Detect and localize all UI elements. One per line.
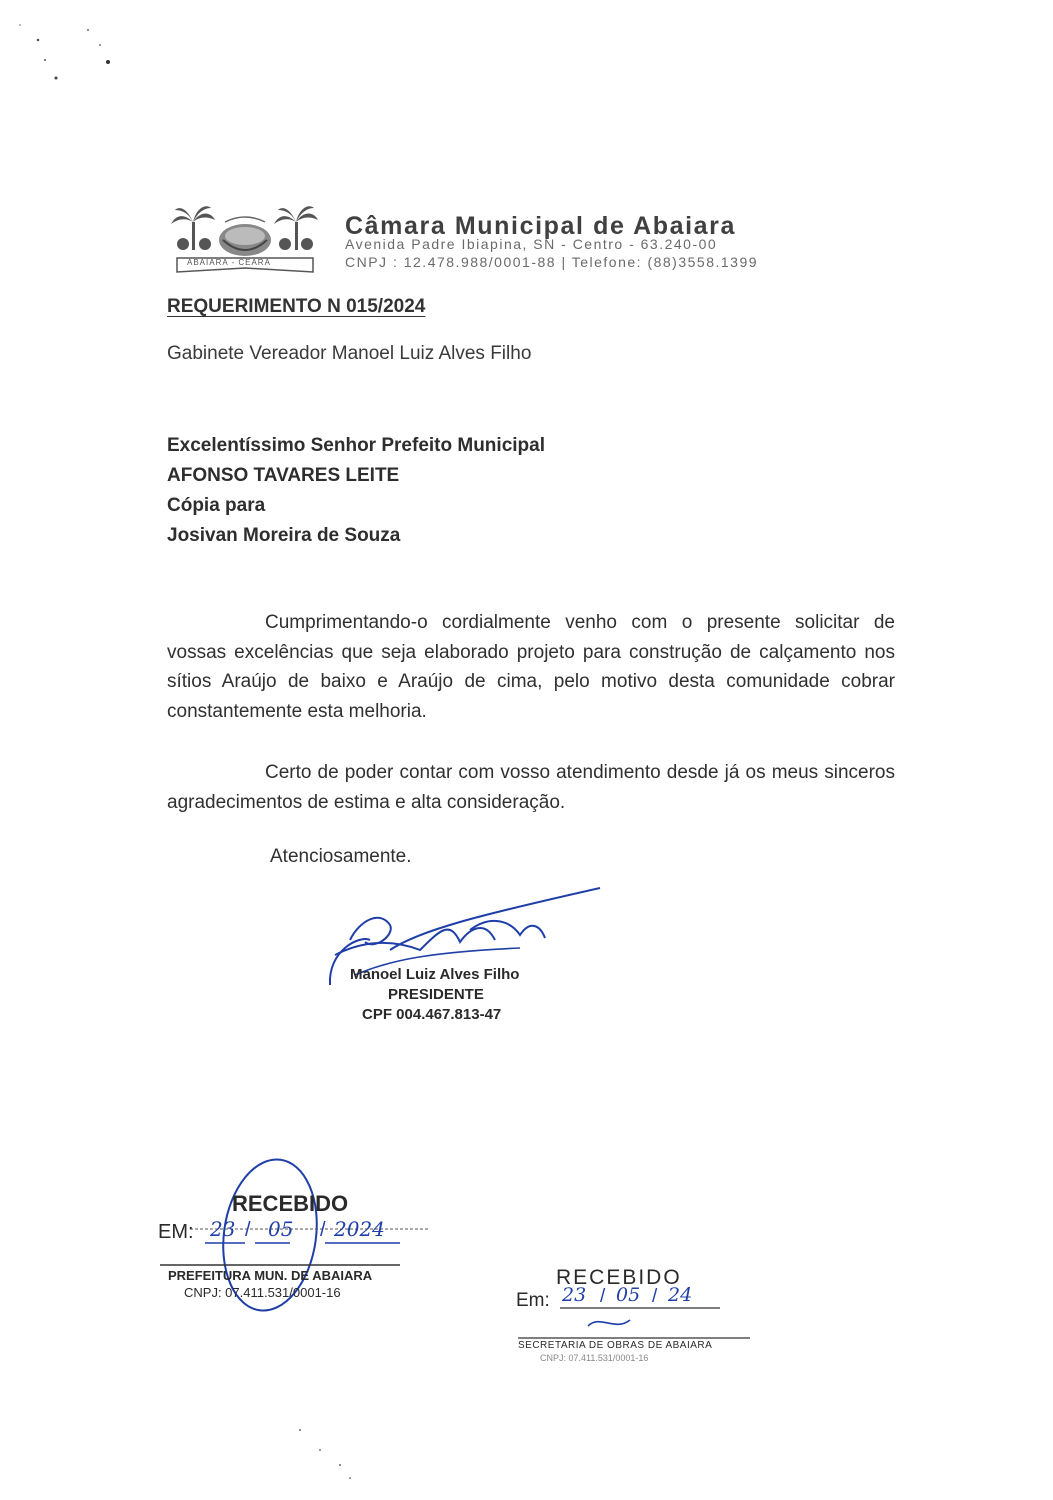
stamp-cnpj: CNPJ: 07.411.531/0001-16 [184, 1285, 341, 1300]
signer-role: PRESIDENTE [388, 986, 484, 1003]
addressee-line: Cópia para [167, 495, 266, 516]
addressee-line: AFONSO TAVARES LEITE [167, 465, 400, 486]
stamp-em-label: Em: [516, 1290, 550, 1311]
addressee-line: Josivan Moreira de Souza [167, 525, 401, 546]
stamp-org: PREFEITURA MUN. DE ABAIARA [168, 1268, 373, 1283]
logo-ribbon-text: ABAIARA - CEARÁ [187, 258, 271, 267]
scan-specks [0, 0, 140, 100]
letterhead-name: Câmara Municipal de Abaiara [345, 212, 737, 240]
signer-cpf: CPF 004.467.813-47 [362, 1006, 502, 1023]
stamp-cnpj: CNPJ: 07.411.531/0001-16 [540, 1353, 649, 1363]
scan-specks [280, 1420, 380, 1490]
stamp-heading: RECEBIDO [556, 1266, 682, 1289]
received-stamp-obras: RECEBIDO Em: 23 / 05 / 24 SECRETARIA DE OBRAS DE ABAIARA CNPJ: 07.411.531/0001-16 [516, 1266, 713, 1363]
stamp-month: 05 [616, 1284, 641, 1306]
body-paragraph: Certo de poder contar com vosso atendimento desde já os meus sinceros agradecimentos de estima e alta consideração. [167, 762, 895, 813]
stamp-em-label: EM: [158, 1221, 194, 1243]
stamp-org: SECRETARIA DE OBRAS DE ABAIARA [518, 1340, 713, 1351]
stamp-year: 24 [668, 1284, 693, 1306]
received-stamp-prefeitura: RECEBIDO EM: 23 / 05 / 2024 PREFEITURA MUN. DE ABAIARA CNPJ: 07.411.531/0001-16 [150, 1155, 440, 1335]
stamp-month: 05 [268, 1217, 294, 1241]
closing: Atenciosamente. [270, 846, 412, 867]
office-line: Gabinete Vereador Manoel Luiz Alves Filho [167, 343, 532, 364]
letterhead-contact: CNPJ : 12.478.988/0001-88 | Telefone: (88)3558.1399 [345, 254, 759, 270]
letterhead-logo [165, 200, 325, 280]
stamp-day: 23 [562, 1284, 587, 1306]
signer-name: Manoel Luiz Alves Filho [350, 966, 520, 983]
addressee-line: Excelentíssimo Senhor Prefeito Municipal [167, 435, 545, 456]
stamp-heading: RECEBIDO [232, 1191, 349, 1216]
stamp-year: 2024 [334, 1217, 385, 1241]
body-paragraph: Cumprimentando-o cordialmente venho com o presente solicitar de vossas excelências que seja elaborado projeto para construção de calçamento nos sítios Araújo de baixo e Araújo de cima, pelo motivo desta comunidade cobrar constantemente esta melhoria. [167, 612, 895, 722]
stamp-day: 23 [210, 1217, 236, 1241]
letterhead-address: Avenida Padre Ibiapina, SN - Centro - 63.240-00 [345, 236, 718, 252]
document-title: REQUERIMENTO N 015/2024 [167, 296, 426, 317]
